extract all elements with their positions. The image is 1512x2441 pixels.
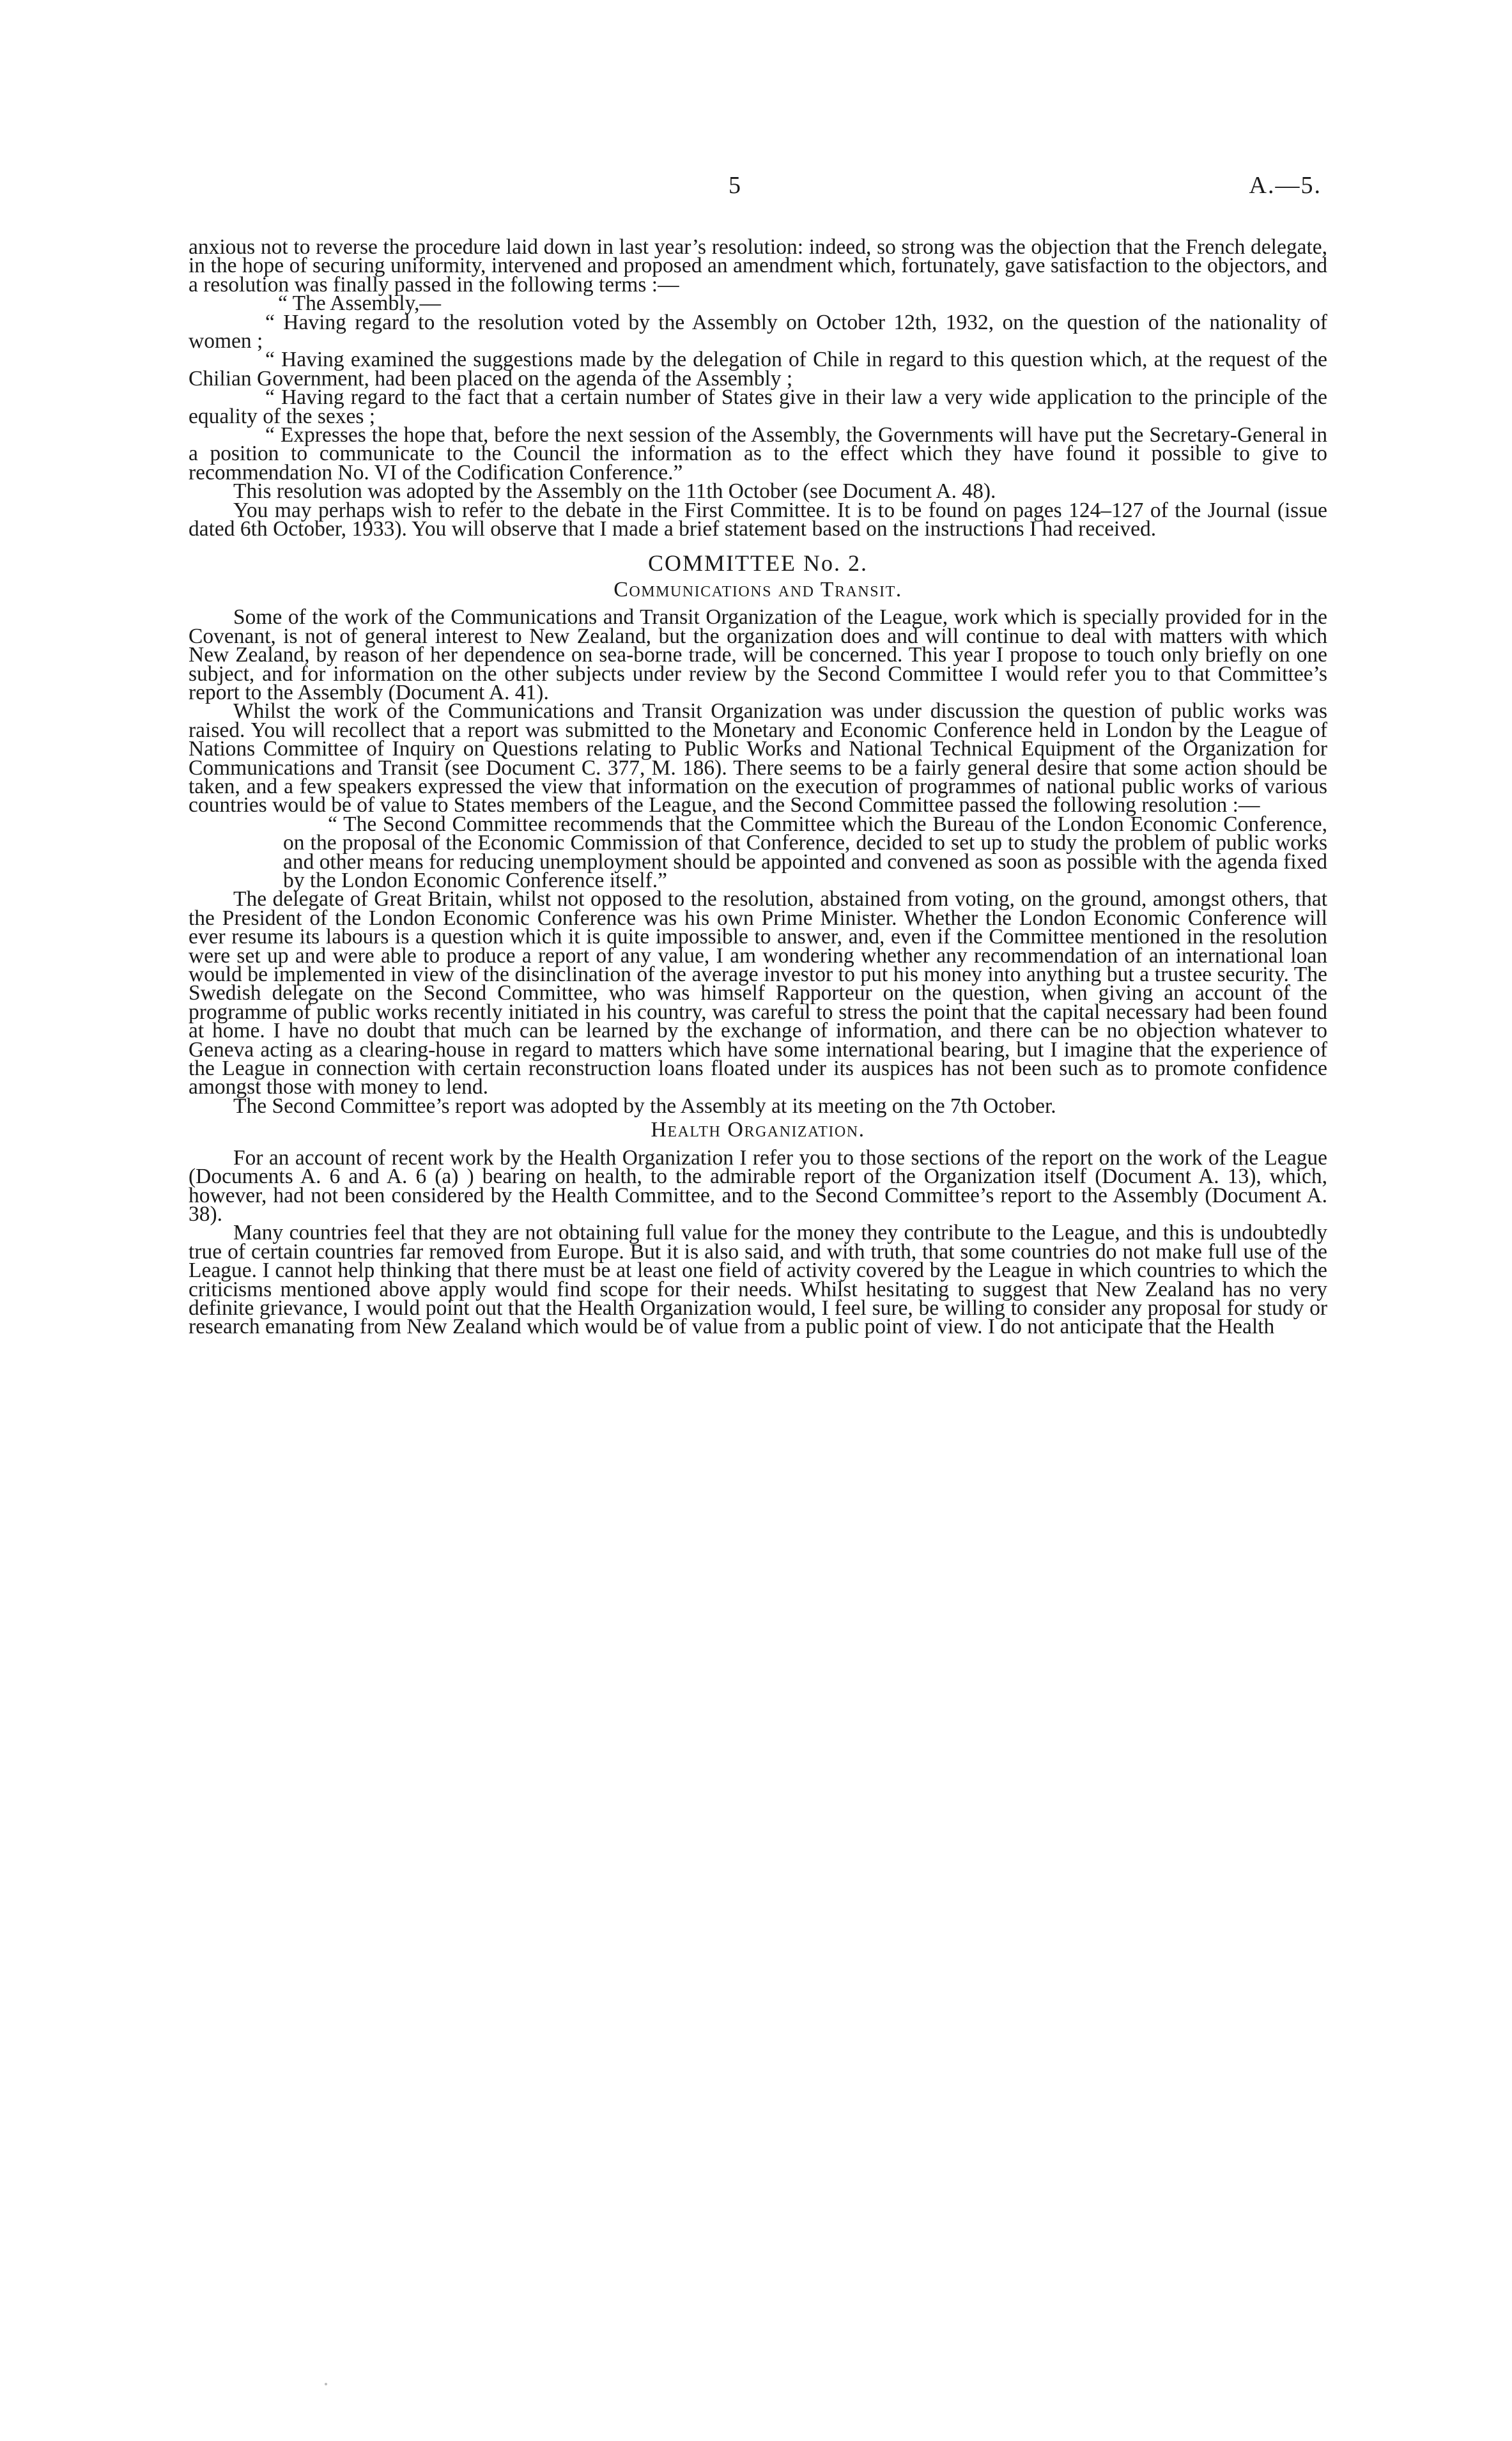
resolution-public-works bbox=[189, 812, 1327, 892]
paragraph: Whilst the work of the Communications and Transit Organization was under discussion the question of public works was raised. You will recollect that a report was submitted to the Monetary and Economic Conference held in London by the League of Nations Committee of Inquiry on Questions relating to Public Works and National Technical Equipment of the Organization for Communications and Transit (see Document C. 377, M. 186). There seems to be a fairly general desire that some action should be taken, and a few speakers expressed the view that information on the execution of programmes of national public works of various countries would be of value to States members of the League, and the Second Committee passed the following resolution :— bbox=[189, 699, 1327, 818]
paragraph: Some of the work of the Communications and Transit Organization of the League, work which is specially provided for in the Covenant, is not of general interest to New Zealand, but the organization does and will continue to deal with matters with which New Zealand, by reason of her dependence on sea-borne trade, will be concerned. This year I propose to touch only briefly on one subject, and for information on the other subjects under review by the Second Committee I would refer you to that Committee’s report to the Assembly (Document A. 41). bbox=[189, 605, 1327, 704]
paragraph-debate: You may perhaps wish to refer to the debate in the First Committee. It is to be found on pages 124–127 of the Journal (issue dated 6th October, 1933). You will observe that I made a brief statement based on the instructions I had received. bbox=[189, 498, 1327, 541]
resolution-clause: “ Having regard to the fact that a certain number of States give in their law a very wide application to the principle of the equality of the sexes ; bbox=[189, 385, 1327, 428]
paragraph: The Second Committee’s report was adopted by the Assembly at its meeting on the 7th October. bbox=[233, 1094, 1056, 1118]
page-number: 5 bbox=[729, 172, 741, 199]
subsection-heading-communications: Communications and Transit. bbox=[613, 577, 902, 601]
resolution-opening: “ The Assembly,— bbox=[278, 291, 441, 316]
section-heading-committee-2: COMMITTEE No. 2. bbox=[648, 550, 868, 576]
paragraph: For an account of recent work by the Health Organization I refer you to those sections of the report on the work of the League (Documents A. 6 and A. 6 (a) ) bearing on health, to the admirable report of the Organization itself (Document A. 13), which, however, had not been considered by the Health Committee, and to the Second Committee’s report to the Assembly (Document A. 38). bbox=[189, 1145, 1327, 1226]
body-text bbox=[189, 235, 1327, 1339]
paragraph: The delegate of Great Britain, whilst not opposed to the resolution, abstained from voting, on the ground, amongst others, that the President of the London Economic Conference was his own Prime Minister. Whether the London Economic Conference will ever resume its labours is a question which it is quite impossible to answer, and, even if the Committee mentioned in the resolution were set up and were able to produce a report of any value, I am wondering whether any recommendation of an international loan would be implemented in view of the disinclination of the average investor to put his money into anything but a trustee security. The Swedish delegate on the Second Committee, who was himself Rapporteur on the question, when giving an account of the programme of public works recently initiated in his country, was careful to stress the point that the capital necessary had been found at home. I have no doubt that much can be learned by the exchange of information, and there can be no objection whatever to Geneva acting as a clearing-house in regard to matters which have some international bearing, but I imagine that the experience of the League in connection with certain reconstruction loans floated under its auspices has not been such as to promote confidence amongst those with money to lend. bbox=[189, 887, 1327, 1099]
document-reference: A.—5. bbox=[1249, 172, 1322, 199]
page-speck bbox=[325, 2383, 327, 2385]
resolution-clause: “ Having examined the suggestions made by the delegation of Chile in regard to this question which, at the request of the Chilian Government, had been placed on the agenda of the Assembly ; bbox=[189, 348, 1327, 391]
resolution-nationality-of-women bbox=[189, 291, 1327, 484]
resolution-text: “ The Second Committee recommends that the Committee which the Bureau of the London Economic Conference, on the proposal of the Economic Commission of that Conference, decided to set up to study the problem of public works and other means for reducing unemployment should be appointed and convened as soon as possible with the agenda fixed by the London Economic Conference itself.” bbox=[283, 812, 1327, 892]
subsection-heading-health: Health Organization. bbox=[651, 1118, 865, 1142]
resolution-clause: “ Having regard to the resolution voted by the Assembly on October 12th, 1932, on the question of the nationality of women ; bbox=[189, 310, 1327, 353]
page-header bbox=[0, 171, 1512, 203]
paragraph-adopted: This resolution was adopted by the Assembly on the 11th October (see Document A. 48). bbox=[233, 479, 996, 504]
resolution-clause: “ Expresses the hope that, before the next session of the Assembly, the Governments will have put the Secretary-General in a position to communicate to the Council the information as to the effect which they have found it possible to give to recommendation No. VI of the Codification Conference.” bbox=[189, 423, 1327, 484]
paragraph: Many countries feel that they are not obtaining full value for the money they contribute to the League, and this is undoubtedly true of certain countries far removed from Europe. But it is also said, and with truth, that some countries do not make full use of the League. I cannot help thinking that there must be at least one field of activity covered by the League in which countries to which the criticisms mentioned above apply would find scope for their needs. Whilst hesitating to suggest that New Zealand has no very definite grievance, I would point out that the Health Organization would, I feel sure, be willing to consider any proposal for study or research emanating from New Zealand which would be of value from a public point of view. I do not anticipate that the Health bbox=[189, 1221, 1327, 1339]
paragraph-continuation: anxious not to reverse the procedure laid down in last year’s resolution: indeed, so strong was the objection that the French delegate, in the hope of securing uniformity, intervened and proposed an amendment which, fortunately, gave satisfaction to the objectors, and a resolution was finally passed in the following terms :— bbox=[189, 235, 1327, 297]
